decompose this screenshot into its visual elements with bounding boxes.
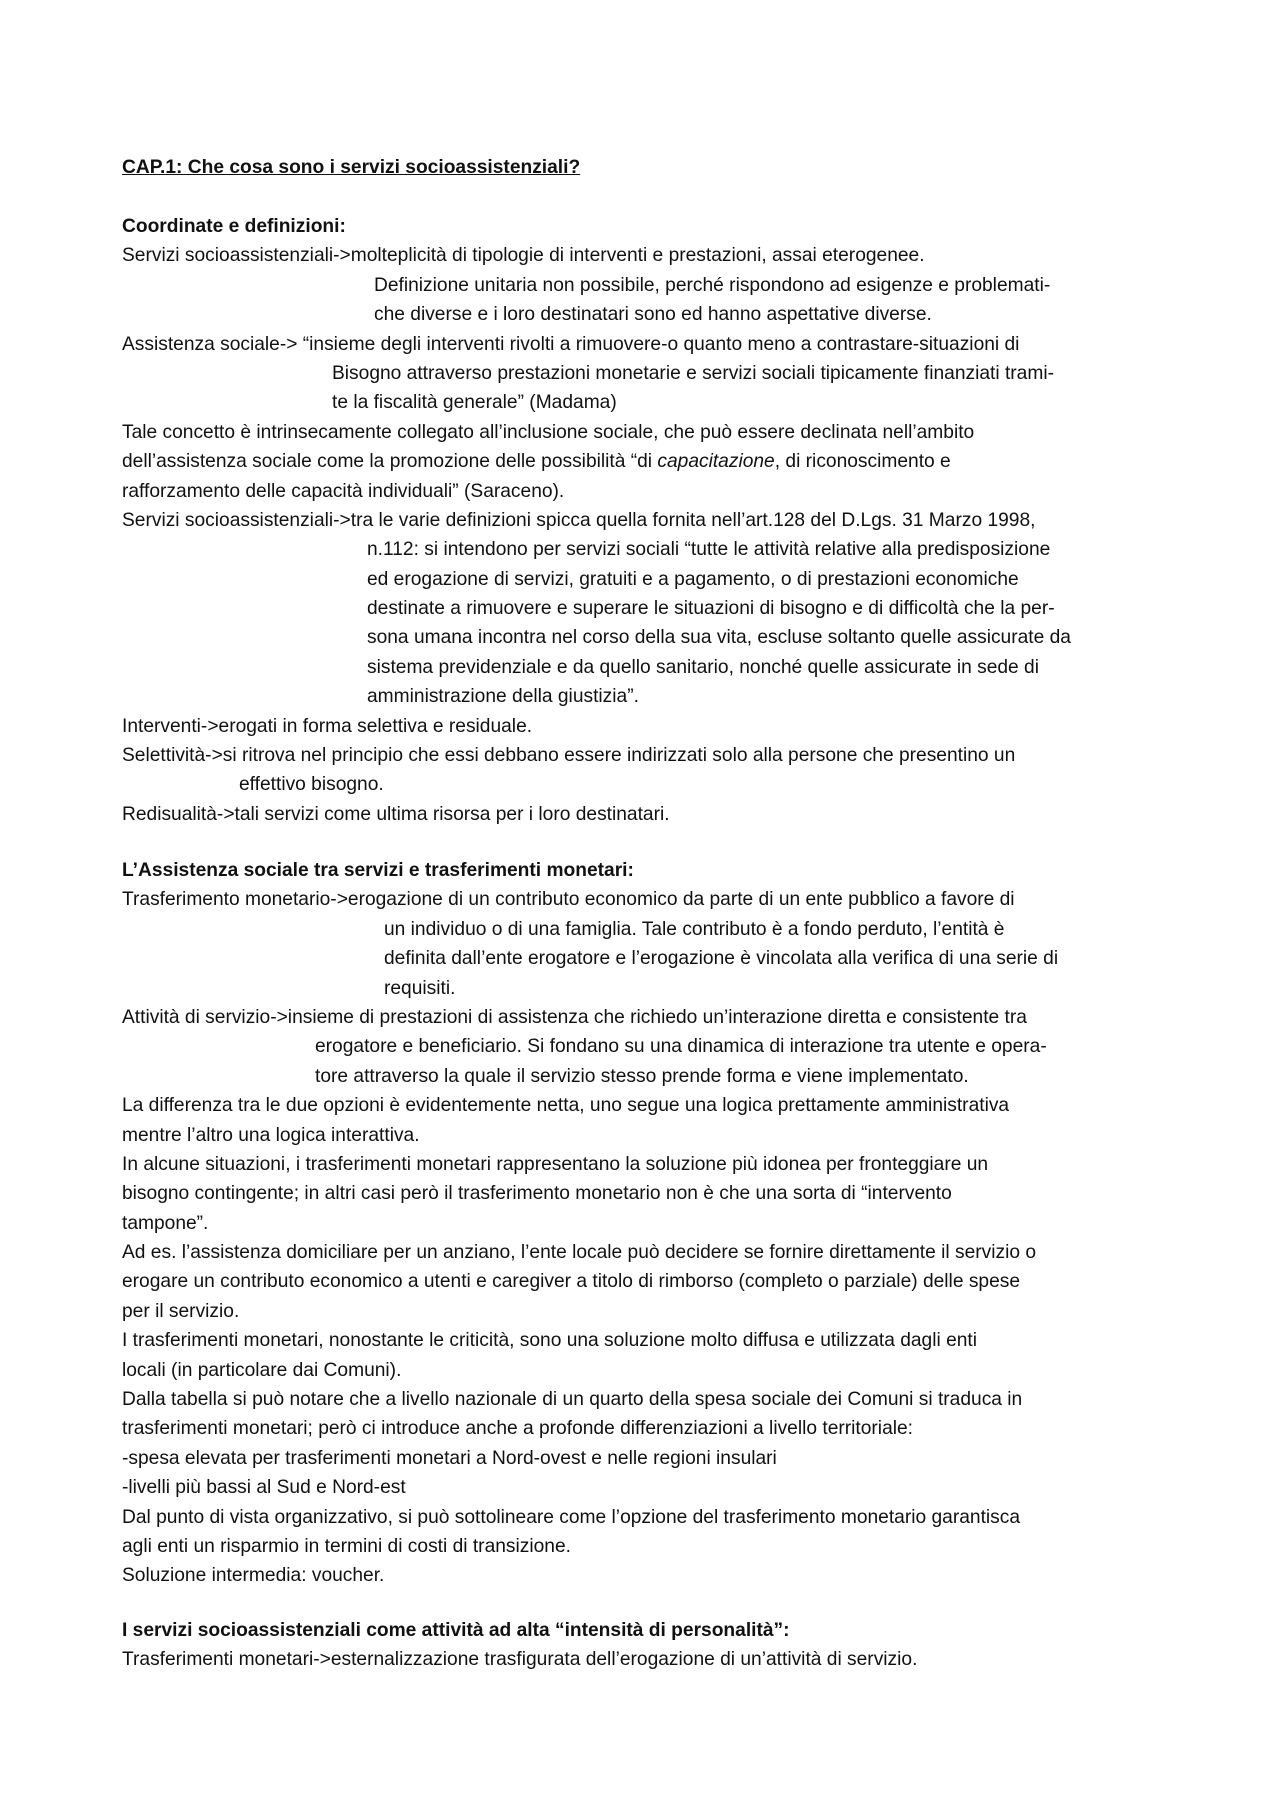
paragraph-line: per il servizio. [122,1300,240,1322]
document-title: CAP.1: Che cosa sono i servizi socioassistenziali? [122,157,581,178]
document-title-block [122,153,1192,182]
paragraph-line: Tale concetto è intrinsecamente collegato all’inclusione sociale, che può essere declinata nell’ambito [122,421,975,443]
paragraph-line: ed erogazione di servizi, gratuiti e a pagamento, o di prestazioni economiche [367,568,1019,590]
paragraph-line: Trasferimenti monetari->esternalizzazione trasfigurata dell’erogazione di un’attività di servizio. [122,1649,918,1671]
section-assistenza-sociale [122,856,1192,1591]
paragraph-line: I trasferimenti monetari, nonostante le criticità, sono una soluzione molto diffusa e utilizzata dagli enti [122,1330,978,1352]
paragraph-line: agli enti un risparmio in termini di costi di transizione. [122,1535,571,1557]
paragraph-line: La differenza tra le due opzioni è evidentemente netta, uno segue una logica prettamente amministrativa [122,1095,1010,1117]
paragraph-line: te la fiscalità generale” (Madama) [332,392,617,414]
paragraph-line: -livelli più bassi al Sud e Nord-est [122,1477,406,1499]
section-intensita-personalita [122,1616,1192,1675]
paragraph-line: amministrazione della giustizia”. [367,686,639,708]
paragraph-line: rafforzamento delle capacità individuali” (Saraceno). [122,480,565,502]
paragraph-line: destinate a rimuovere e superare le situazioni di bisogno e di difficoltà che la per- [367,598,1055,620]
paragraph-line: tore attraverso la quale il servizio stesso prende forma e viene implementato. [315,1065,969,1087]
paragraph-line: Dal punto di vista organizzativo, si può sottolineare come l’opzione del trasferimento monetario garantisca [122,1506,1021,1528]
paragraph-line: Trasferimento monetario->erogazione di un contributo economico da parte di un ente pubblico a favore di [122,889,1015,911]
paragraph-line: sona umana incontra nel corso della sua vita, escluse soltanto quelle assicurate da [367,627,1071,649]
section-heading: L’Assistenza sociale tra servizi e trasferimenti monetari: [122,860,634,881]
paragraph-line: Servizi socioassistenziali->tra le varie definizioni spicca quella fornita nell’art.128 del D.Lgs. 31 Marzo 1998, [122,509,1036,531]
text-run: dell’assistenza sociale come la promozione delle possibilità “di [122,451,658,473]
paragraph-line: Soluzione intermedia: voucher. [122,1565,385,1587]
section-coordinate-definizioni [122,212,1192,829]
paragraph-line: sistema previdenziale e da quello sanitario, nonché quelle assicurate in sede di [367,656,1039,678]
paragraph-line: trasferimenti monetari; però ci introduce anche a profonde differenziazioni a livello territoriale: [122,1418,914,1440]
paragraph-line: un individuo o di una famiglia. Tale contributo è a fondo perduto, l’entità è [384,918,1005,940]
paragraph-line: Bisogno attraverso prestazioni monetarie e servizi sociali tipicamente finanziati trami- [332,362,1054,384]
paragraph-line: Selettività->si ritrova nel principio che essi debbano essere indirizzati solo alla persone che presentino un [122,745,1016,767]
paragraph-line: definita dall’ente erogatore e l’erogazione è vincolata alla verifica di una serie di [384,948,1059,970]
paragraph-line: tampone”. [122,1212,209,1234]
paragraph-line: bisogno contingente; in altri casi però il trasferimento monetario non è che una sorta di “intervento [122,1183,952,1205]
paragraph-line: -spesa elevata per trasferimenti monetari a Nord-ovest e nelle regioni insulari [122,1447,777,1469]
emphasized-term: capacitazione [657,451,775,473]
paragraph-line: Ad es. l’assistenza domiciliare per un anziano, l’ente locale può decidere se fornire direttamente il servizio o [122,1242,1037,1264]
paragraph-line: Dalla tabella si può notare che a livello nazionale di un quarto della spesa sociale dei Comuni si traduca in [122,1389,1023,1411]
paragraph-line: erogatore e beneficiario. Si fondano su una dinamica di interazione tra utente e opera- [315,1036,1047,1058]
paragraph-line: n.112: si intendono per servizi sociali “tutte le attività relative alla predisposizione [367,539,1051,561]
paragraph-line: effettivo bisogno. [239,774,384,796]
paragraph-line: mentre l’altro una logica interattiva. [122,1124,420,1146]
paragraph-line: Servizi socioassistenziali->molteplicità di tipologie di interventi e prestazioni, assai eterogenee. [122,245,925,267]
paragraph-line: In alcune situazioni, i trasferimenti monetari rappresentano la soluzione più idonea per fronteggiare un [122,1153,989,1175]
paragraph-line [122,447,1192,476]
section-heading: I servizi socioassistenziali come attività ad alta “intensità di personalità”: [122,1620,790,1641]
paragraph-line: requisiti. [384,977,456,999]
paragraph-line: Attività di servizio->insieme di prestazioni di assistenza che richiedo un’interazione diretta e consistente tra [122,1006,1027,1028]
paragraph-line: locali (in particolare dai Comuni). [122,1359,402,1381]
paragraph-line: erogare un contributo economico a utenti e caregiver a titolo di rimborso (completo o parziale) delle spese [122,1271,1021,1293]
text-run: , di riconoscimento e [774,451,951,473]
paragraph-line: Assistenza sociale-> “insieme degli interventi rivolti a rimuovere-o quanto meno a contrastare-situazioni di [122,333,1020,355]
paragraph-line: Redisualità->tali servizi come ultima risorsa per i loro destinatari. [122,803,670,825]
paragraph-line: Definizione unitaria non possibile, perché rispondono ad esigenze e problemati- [374,274,1051,296]
paragraph-line: Interventi->erogati in forma selettiva e residuale. [122,715,533,737]
section-heading: Coordinate e definizioni: [122,216,346,237]
paragraph-line: che diverse e i loro destinatari sono ed hanno aspettative diverse. [374,304,932,326]
